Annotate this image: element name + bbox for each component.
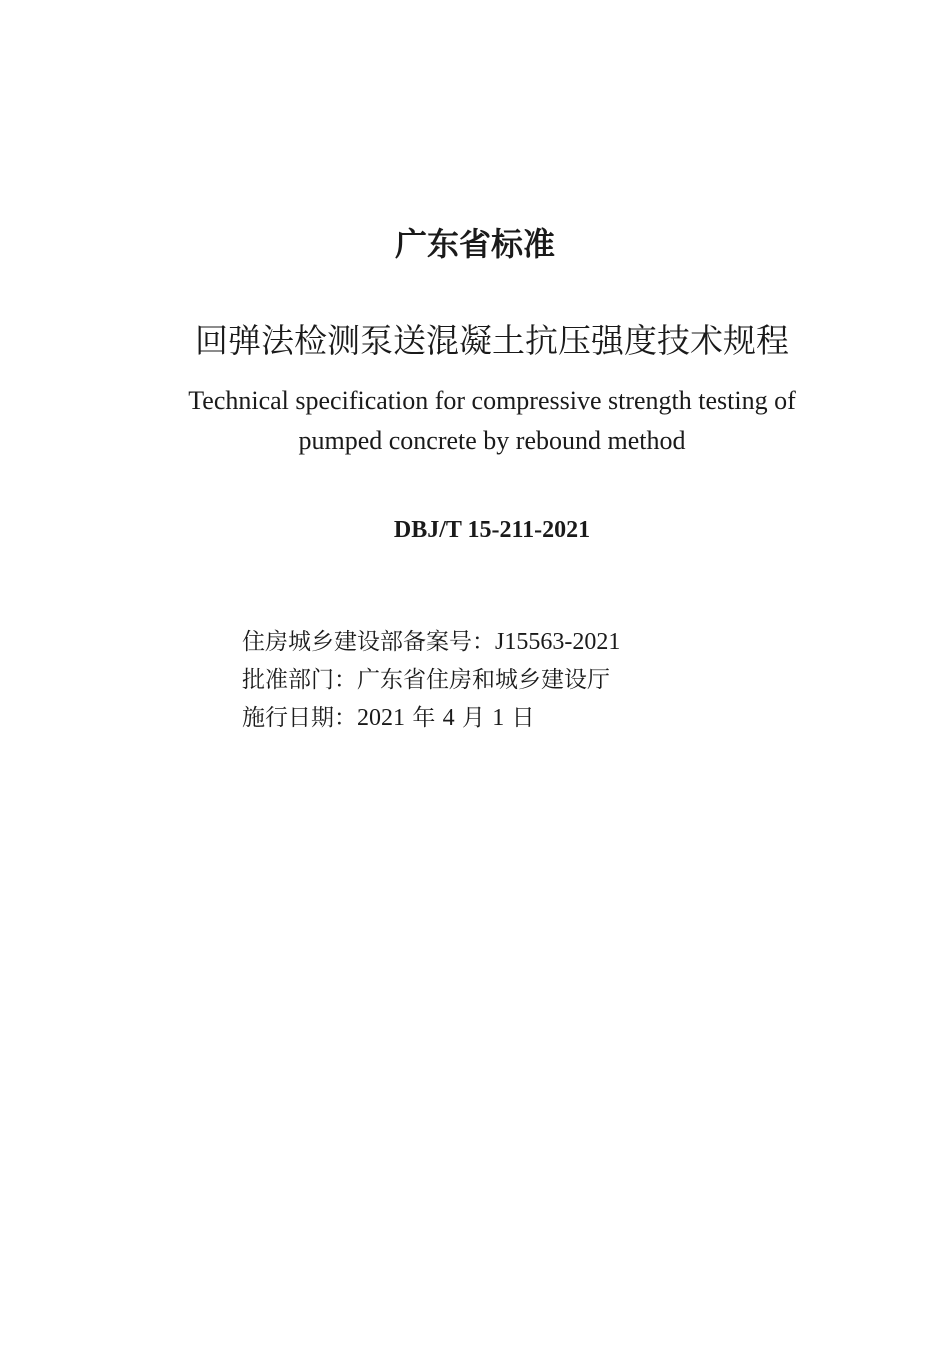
effective-day: 1 [492,705,505,731]
english-title-line-1: Technical specification for compressive strength testing of [188,386,796,415]
approval-department-value: 广东省住房和城乡建设厅 [357,667,610,693]
english-title [0,381,950,461]
effective-month-unit: 月 [461,705,485,731]
metadata-block [242,623,620,737]
approval-department-label: 批准部门： [242,667,357,693]
effective-date-label: 施行日期： [242,705,357,731]
effective-date-row [242,699,620,737]
english-title-line-2: pumped concrete by rebound method [298,426,686,455]
filing-number-value: J15563-2021 [495,629,621,655]
filing-number-label: 住房城乡建设部备案号： [242,629,495,655]
effective-year-unit: 年 [412,705,436,731]
standard-category-heading: 广东省标准 [394,225,555,263]
effective-month: 4 [442,705,455,731]
standard-code: DBJ/T 15-211-2021 [393,517,591,543]
approval-department-row [242,661,620,699]
chinese-title: 回弹法检测泵送混凝土抗压强度技术规程 [195,321,789,360]
effective-year: 2021 [357,705,405,731]
filing-number-row [242,623,620,661]
effective-day-unit: 日 [511,705,535,731]
